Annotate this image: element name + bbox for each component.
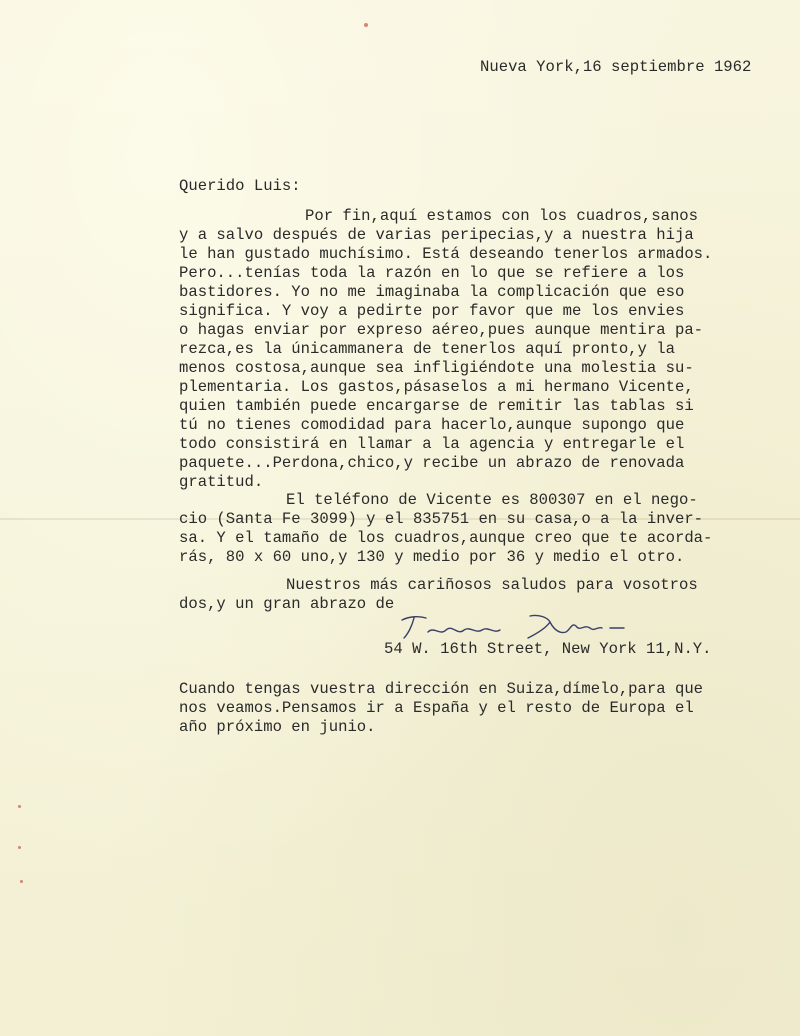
postscript-line: Cuando tengas vuestra dirección en Suiza,dímelo,para que: [179, 680, 704, 698]
body-line: paquete...Perdona,chico,y recibe un abrazo de renovada: [179, 454, 685, 472]
body-line: sa. Y el tamaño de los cuadros,aunque creo que te acorda-: [179, 529, 713, 547]
body-line: cio (Santa Fe 3099) y el 835751 en su casa,o a la inver-: [179, 510, 704, 528]
body-line: rezca,es la únicammanera de tenerlos aquí pronto,y la: [179, 340, 675, 358]
postscript-line: año próximo en junio.: [179, 718, 376, 736]
body-line: y a salvo después de varias peripecias,y a nuestra hija: [179, 226, 694, 244]
body-line: significa. Y voy a pedirte por favor que me los envies: [179, 302, 685, 320]
body-line: El teléfono de Vicente es 800307 en el nego-: [286, 491, 698, 509]
body-line: tú no tienes comodidad para hacerlo,aunque supongo que: [179, 416, 685, 434]
sender-address: 54 W. 16th Street, New York 11,N.Y.: [384, 640, 712, 658]
body-line: Pero...tenías toda la razón en lo que se refiere a los: [179, 264, 685, 282]
body-line: Nuestros más cariñosos saludos para vosotros: [286, 576, 698, 594]
dateline: Nueva York,16 septiembre 1962: [480, 58, 752, 76]
body-line: o hagas enviar por expreso aéreo,pues aunque mentira pa-: [179, 321, 704, 339]
body-line: rás, 80 x 60 uno,y 130 y medio por 36 y medio el otro.: [179, 548, 685, 566]
pin-mark: [364, 23, 368, 27]
body-line: plementaria. Los gastos,pásaselos a mi hermano Vicente,: [179, 378, 694, 396]
body-line: quien también puede encargarse de remitir las tablas si: [179, 397, 694, 415]
body-line: todo consistirá en llamar a la agencia y entregarle el: [179, 435, 685, 453]
body-line: menos costosa,aunque sea infligiéndote una molestia su-: [179, 359, 694, 377]
body-line: gratitud.: [179, 473, 264, 491]
pin-mark: [18, 846, 21, 849]
postscript-line: nos veamos.Pensamos ir a España y el resto de Europa el: [179, 699, 694, 717]
body-line: bastidores. Yo no me imaginaba la complicación que eso: [179, 283, 685, 301]
pin-mark: [18, 805, 21, 808]
handwritten-signature: [400, 612, 640, 642]
pin-mark: [20, 880, 23, 883]
greeting: Querido Luis:: [179, 177, 301, 195]
body-line: le han gustado muchísimo. Está deseando tenerlos armados.: [179, 245, 713, 263]
body-line: dos,y un gran abrazo de: [179, 595, 395, 613]
body-line: Por fin,aquí estamos con los cuadros,sanos: [305, 207, 699, 225]
